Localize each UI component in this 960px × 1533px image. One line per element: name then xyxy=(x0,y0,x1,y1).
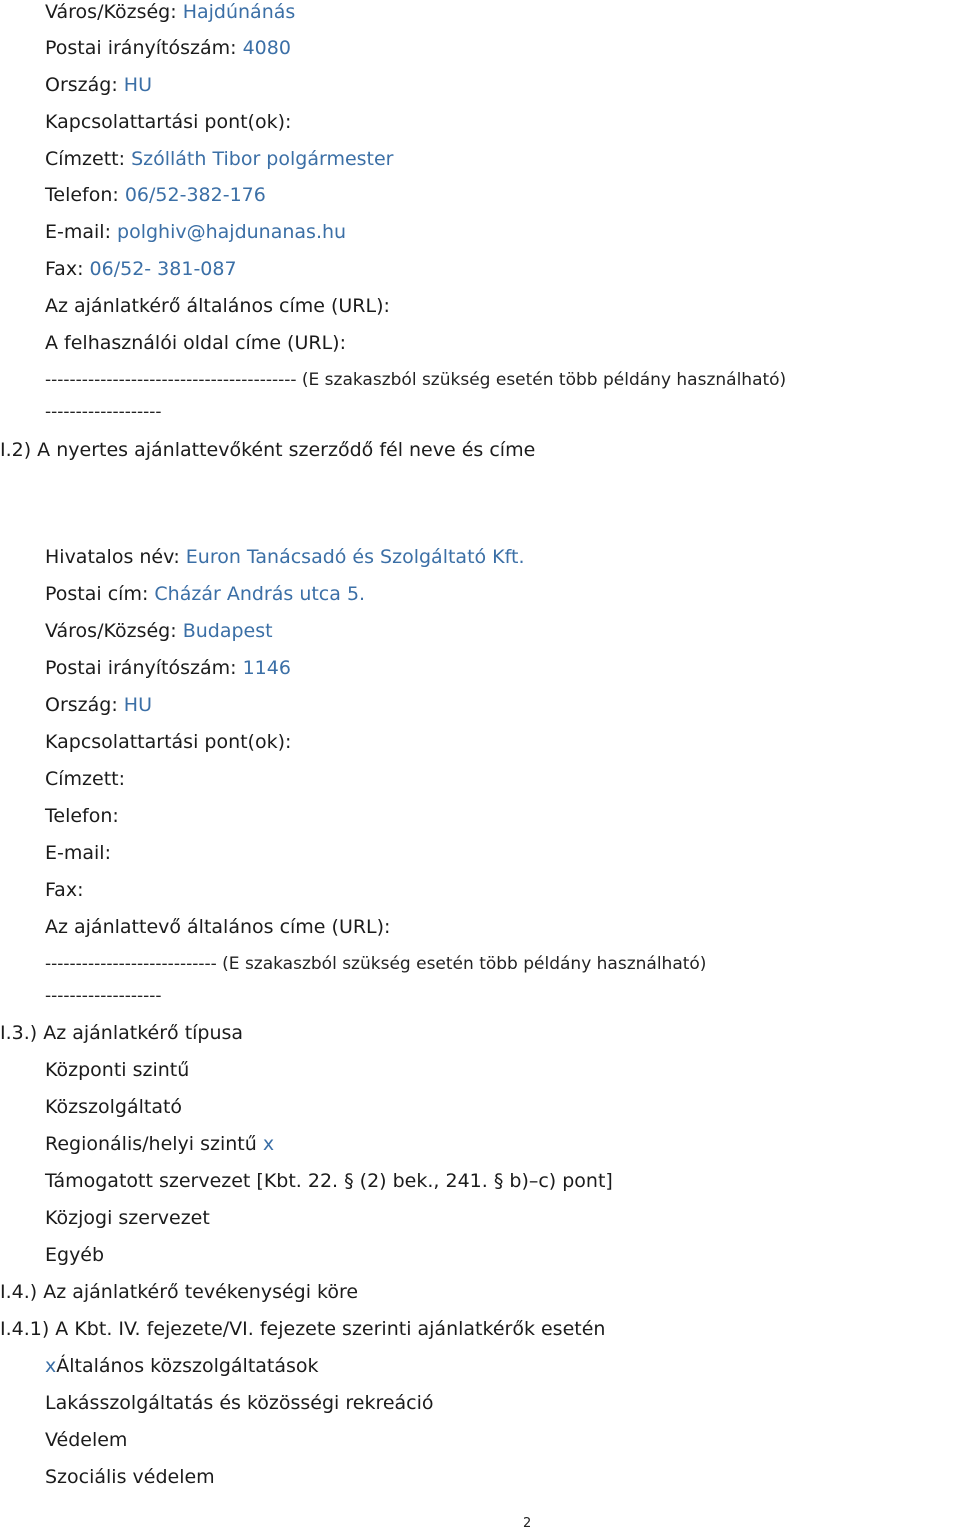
addressee-value: Szólláth Tibor polgármester xyxy=(131,148,394,170)
phone-row: Telefon: 06/52-382-176 xyxy=(45,184,266,206)
user-url-label: A felhasználói oldal címe (URL): xyxy=(45,332,346,354)
selected-mark: x xyxy=(262,1133,275,1155)
winner-city-value: Budapest xyxy=(182,620,273,642)
winner-contact-label: Kapcsolattartási pont(ok): xyxy=(45,731,292,753)
country-row: Ország: HU xyxy=(45,74,152,96)
section-i3-heading: I.3.) Az ajánlatkérő típusa xyxy=(0,1022,244,1044)
section-i4-heading: I.4.) Az ajánlatkérő tevékenységi köre xyxy=(0,1281,359,1303)
winner-city-row: Város/Község: Budapest xyxy=(45,620,273,642)
addressee-row: Címzett: Szólláth Tibor polgármester xyxy=(45,148,394,170)
postal-address-value: Cházár András utca 5. xyxy=(154,583,366,605)
country-value: HU xyxy=(123,74,152,96)
authority-type-option: Egyéb xyxy=(45,1244,105,1266)
section-i2-heading: I.2) A nyertes ajánlattevőként szerződő fél neve és címe xyxy=(0,439,536,461)
winner-country-value: HU xyxy=(123,694,152,716)
activity-option: Lakásszolgáltatás és közösségi rekreáció xyxy=(45,1392,434,1414)
official-name-row: Hivatalos név: Euron Tanácsadó és Szolgáltató Kft. xyxy=(45,546,525,568)
selected-mark: x xyxy=(45,1355,57,1377)
postal-row: Postai irányítószám: 4080 xyxy=(45,37,291,59)
contact-points-label: Kapcsolattartási pont(ok): xyxy=(45,111,292,133)
winner-country-row: Ország: HU xyxy=(45,694,152,716)
authority-type-option: Közjogi szervezet xyxy=(45,1207,210,1229)
official-name-value: Euron Tanácsadó és Szolgáltató Kft. xyxy=(185,546,525,568)
winner-separator-tail: ------------------- xyxy=(45,986,162,1006)
authority-type-option-selected: Regionális/helyi szintű x xyxy=(45,1133,275,1155)
authority-url-label: Az ajánlatkérő általános címe (URL): xyxy=(45,295,390,317)
separator-line: ----------------------------------------- (E szakaszból szükség esetén több példány használható) xyxy=(45,370,787,390)
winner-email-label: E-mail: xyxy=(45,842,111,864)
winner-url-label: Az ajánlattevő általános címe (URL): xyxy=(45,916,391,938)
winner-addressee-label: Címzett: xyxy=(45,768,126,790)
postal-value: 4080 xyxy=(242,37,291,59)
activity-option: Szociális védelem xyxy=(45,1466,215,1488)
section-i41-subheading: I.4.1) A Kbt. IV. fejezete/VI. fejezete szerinti ajánlatkérők esetén xyxy=(0,1318,606,1340)
activity-option-selected: xÁltalános közszolgáltatások xyxy=(45,1355,319,1377)
email-row: E-mail: polghiv@hajdunanas.hu xyxy=(45,221,347,243)
activity-option: Védelem xyxy=(45,1429,128,1451)
phone-value: 06/52-382-176 xyxy=(124,184,266,206)
winner-fax-label: Fax: xyxy=(45,879,84,901)
city-value: Hajdúnánás xyxy=(182,1,296,23)
winner-phone-label: Telefon: xyxy=(45,805,119,827)
winner-postal-row: Postai irányítószám: 1146 xyxy=(45,657,291,679)
winner-separator-line: ---------------------------- (E szakaszból szükség esetén több példány használható) xyxy=(45,954,707,974)
fax-value: 06/52- 381-087 xyxy=(89,258,237,280)
postal-address-row: Postai cím: Cházár András utca 5. xyxy=(45,583,366,605)
city-row: Város/Község: Hajdúnánás xyxy=(45,1,296,23)
authority-type-option: Közszolgáltató xyxy=(45,1096,183,1118)
winner-postal-value: 1146 xyxy=(242,657,291,679)
page-number: 2 xyxy=(523,1516,532,1531)
fax-row: Fax: 06/52- 381-087 xyxy=(45,258,237,280)
authority-type-option: Központi szintű xyxy=(45,1059,190,1081)
email-value: polghiv@hajdunanas.hu xyxy=(117,221,347,243)
authority-type-option: Támogatott szervezet [Kbt. 22. § (2) bek., 241. § b)–c) pont] xyxy=(45,1170,613,1192)
separator-tail: ------------------- xyxy=(45,402,162,422)
